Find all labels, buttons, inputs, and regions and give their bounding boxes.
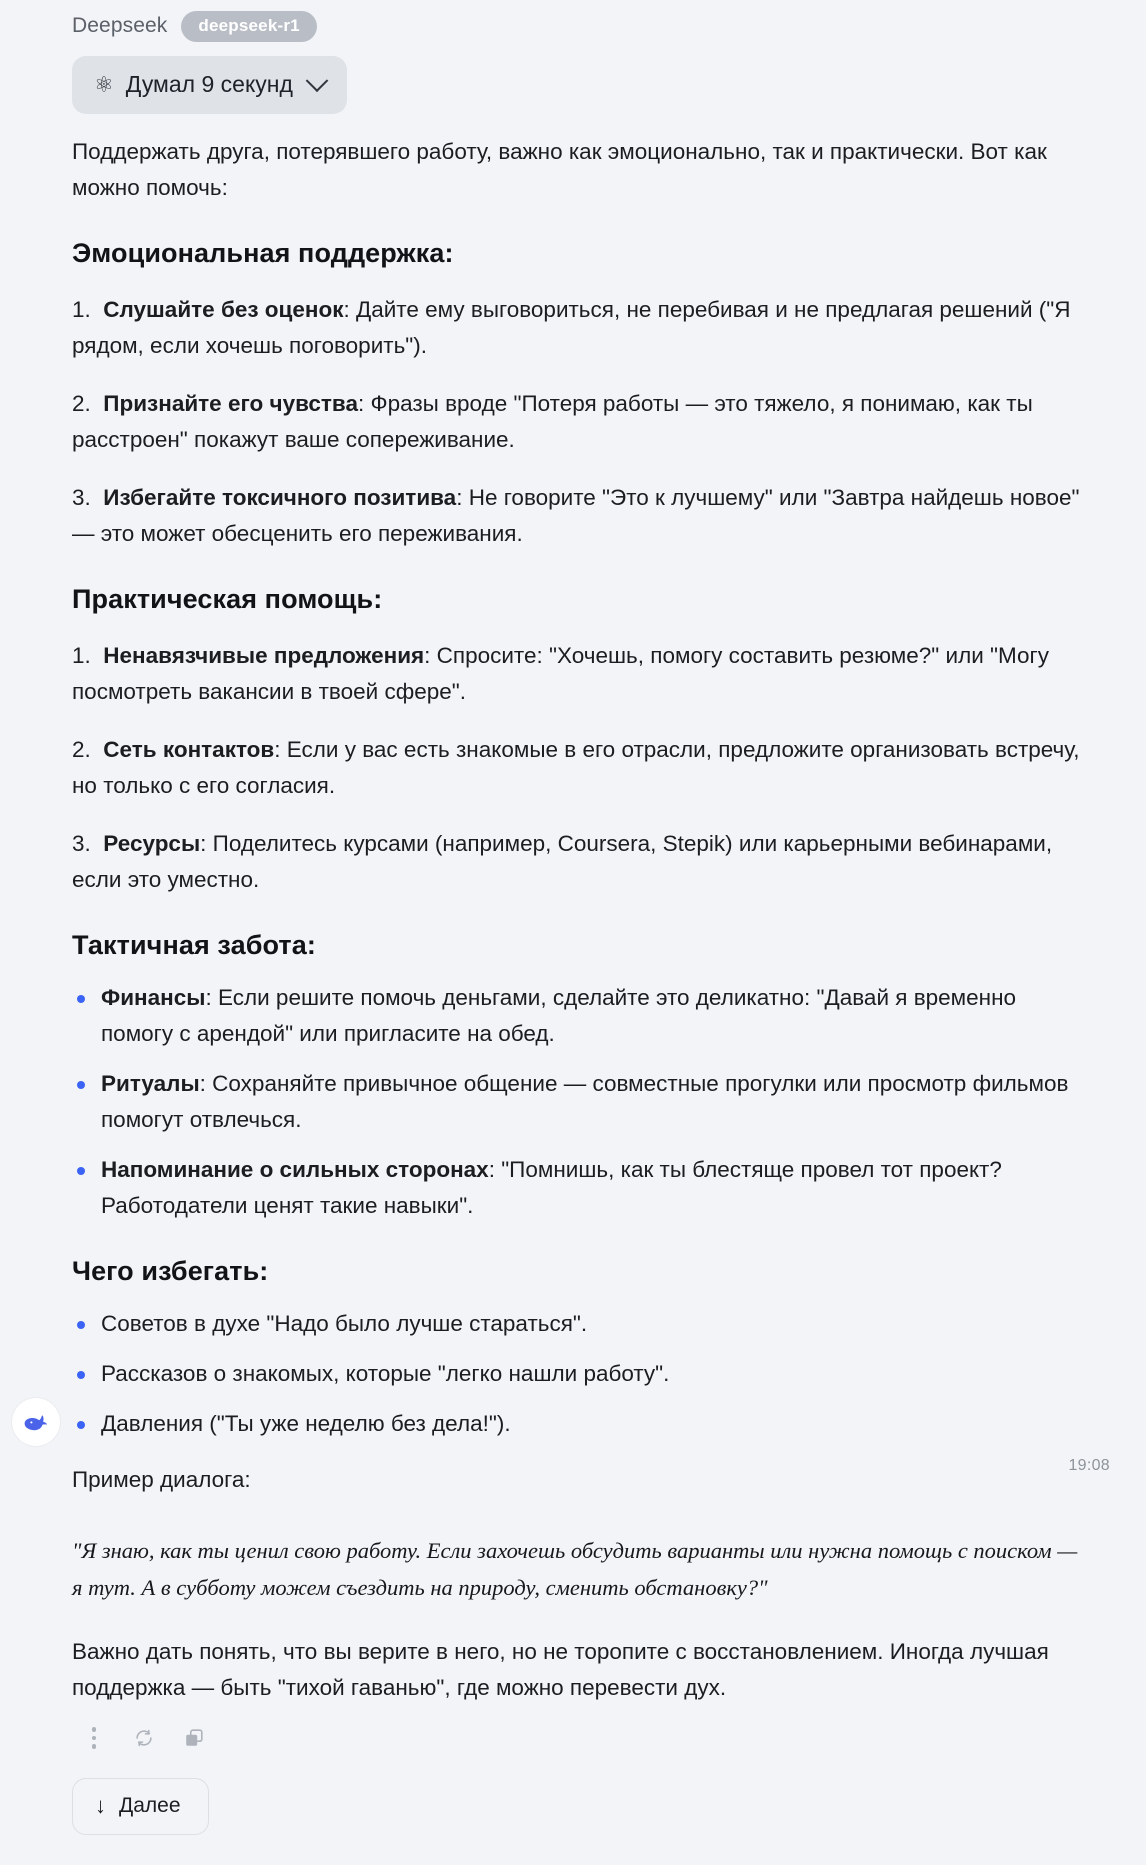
regenerate-icon[interactable] <box>130 1724 158 1752</box>
item-text: : Если решите помочь деньгами, сделайте это деликатно: "Давай я временно помогу с арендой" или пригласите на обед. <box>101 985 1017 1046</box>
bullet-list <box>72 980 1080 1224</box>
item-text: Советов в духе "Надо было лучше стараться". <box>101 1311 588 1336</box>
example-dialog-quote: "Я знаю, как ты ценил свою работу. Если захочешь обсудить варианты или нужна помощь с поиском — я тут. А в субботу можем съездить на природу, сменить обстановку?" <box>72 1538 1078 1600</box>
numbered-item <box>72 292 1080 364</box>
deepseek-whale-icon <box>20 1406 52 1438</box>
list-item <box>72 1066 1080 1138</box>
next-button[interactable] <box>72 1778 209 1835</box>
section-heading: Эмоциональная поддержка: <box>72 238 454 268</box>
section-heading: Тактичная забота: <box>72 930 316 960</box>
provider-name: Deepseek <box>72 14 168 37</box>
item-text: : Поделитесь курсами (например, Coursera, Stepik) или карьерными вебинарами, если это уместно. <box>72 831 1053 892</box>
message-body <box>0 134 1146 1706</box>
section-heading: Чего избегать: <box>72 1256 269 1286</box>
item-text: : Не говорите "Это к лучшему" или "Завтра найдешь новое" — это может обесценить его переживания. <box>72 485 1080 546</box>
item-index: 1. <box>72 643 91 668</box>
next-button-label: Далее <box>119 1794 181 1817</box>
item-index: 3. <box>72 485 91 510</box>
chevron-down-icon <box>306 69 329 92</box>
item-lead: Избегайте токсичного позитива <box>103 485 457 510</box>
message-timestamp: 19:08 <box>1068 1457 1110 1474</box>
list-item <box>72 1356 1080 1392</box>
atom-icon: ⚛ <box>94 71 114 97</box>
more-options-icon[interactable] <box>80 1724 108 1752</box>
avatar <box>12 1398 60 1446</box>
list-item <box>72 1406 1080 1442</box>
closing-paragraph: Важно дать понять, что вы верите в него, но не торопите с восстановлением. Иногда лучшая поддержка — быть "тихой гаванью", где можно перевести дух. <box>72 1639 1049 1700</box>
item-index: 2. <box>72 391 91 416</box>
numbered-item <box>72 826 1080 898</box>
item-lead: Слушайте без оценок <box>103 297 344 322</box>
item-lead: Финансы <box>101 985 206 1010</box>
item-lead: Ритуалы <box>101 1071 200 1096</box>
next-button-container <box>0 1752 1146 1865</box>
arrow-down-icon: ↓ <box>95 1793 106 1818</box>
copy-icon[interactable] <box>180 1724 208 1752</box>
numbered-item <box>72 732 1080 804</box>
thinking-toggle[interactable] <box>72 56 347 114</box>
model-badge[interactable]: deepseek-r1 <box>181 11 316 42</box>
item-index: 2. <box>72 737 91 762</box>
item-text: Давления ("Ты уже неделю без дела!"). <box>101 1411 511 1436</box>
item-text: : Сохраняйте привычное общение — совместные прогулки или просмотр фильмов помогут отвлечься. <box>101 1071 1069 1132</box>
list-item <box>72 1152 1080 1224</box>
numbered-item <box>72 480 1080 552</box>
message-actions <box>0 1706 1146 1752</box>
item-text: : "Помнишь, как ты блестяще провел тот проект? Работодатели ценят такие навыки". <box>101 1157 1002 1218</box>
item-lead: Сеть контактов <box>103 737 275 762</box>
bullet-list <box>72 1306 1080 1442</box>
item-text: : Если у вас есть знакомые в его отрасли, предложите организовать встречу, но только с его согласия. <box>72 737 1080 798</box>
section-heading: Практическая помощь: <box>72 584 383 614</box>
item-text: : Дайте ему выговориться, не перебивая и не предлагая решений ("Я рядом, если хочешь поговорить"). <box>72 297 1071 358</box>
numbered-item <box>72 638 1080 710</box>
item-lead: Ненавязчивые предложения <box>103 643 425 668</box>
message-header <box>0 0 1146 42</box>
list-item <box>72 980 1080 1052</box>
item-index: 1. <box>72 297 91 322</box>
item-lead: Ресурсы <box>103 831 201 856</box>
thinking-label: Думал 9 секунд <box>125 71 293 97</box>
dialog-label: Пример диалога: <box>72 1467 251 1492</box>
item-lead: Напоминание о сильных сторонах <box>101 1157 489 1182</box>
item-text: Рассказов о знакомых, которые "легко нашли работу". <box>101 1361 670 1386</box>
item-text: : Спросите: "Хочешь, помогу составить резюме?" или "Могу посмотреть вакансии в твоей сфере". <box>72 643 1049 704</box>
intro-paragraph: Поддержать друга, потерявшего работу, важно как эмоционально, так и практически. Вот как можно помочь: <box>72 139 1047 200</box>
list-item <box>72 1306 1080 1342</box>
item-text: : Фразы вроде "Потеря работы — это тяжело, я понимаю, как ты расстроен" покажут ваше сопереживание. <box>72 391 1033 452</box>
item-index: 3. <box>72 831 91 856</box>
item-lead: Признайте его чувства <box>103 391 358 416</box>
numbered-item <box>72 386 1080 458</box>
